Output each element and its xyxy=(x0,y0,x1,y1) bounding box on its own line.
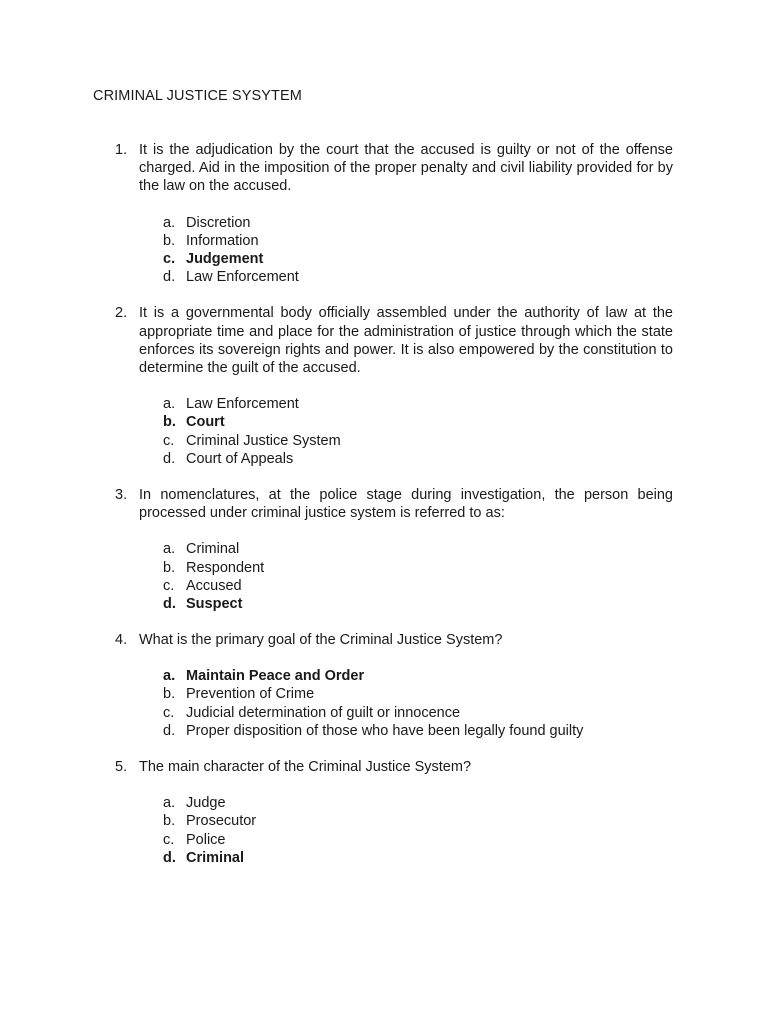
answer-option xyxy=(163,577,673,595)
answer-option xyxy=(163,722,673,740)
option-letter: c. xyxy=(163,577,175,594)
question-item xyxy=(115,486,673,613)
answer-option xyxy=(163,559,673,577)
option-letter: c. xyxy=(163,831,175,848)
option-letter: a. xyxy=(163,668,176,685)
answer-options xyxy=(139,667,673,740)
option-text: Judicial determination of guilt or innocence xyxy=(186,704,461,721)
question-text: In nomenclatures, at the police stage during investigation, the person being processed under criminal justice system is referred to as: xyxy=(139,486,673,522)
question-text: It is a governmental body officially assembled under the authority of law at the appropriate time and place for the administration of justice through which the state enforces its sovereign rights and power. It is also empowered by the constitution to determine the guilt of the accused. xyxy=(139,305,673,376)
option-letter: a. xyxy=(163,541,176,558)
answer-option xyxy=(163,268,673,286)
option-text: Judge xyxy=(186,795,226,812)
answer-option xyxy=(163,232,673,250)
question-item xyxy=(115,758,673,867)
answer-option-correct xyxy=(163,595,673,613)
answer-options xyxy=(139,794,673,867)
answer-option-correct xyxy=(163,849,673,867)
option-text: Judgement xyxy=(186,250,264,267)
option-text: Accused xyxy=(186,577,242,594)
answer-option xyxy=(163,395,673,413)
question-text: It is the adjudication by the court that the accused is guilty or not of the offense charged. Aid in the imposition of the proper penalty and civil liability provided for by the law on the accused. xyxy=(139,142,673,195)
option-text: Criminal xyxy=(186,849,245,866)
answer-option-correct xyxy=(163,413,673,431)
answer-options xyxy=(139,540,673,613)
option-letter: b. xyxy=(163,232,176,249)
answer-options xyxy=(139,214,673,287)
answer-option xyxy=(163,794,673,812)
option-text: Prevention of Crime xyxy=(186,686,315,703)
option-letter: d. xyxy=(163,595,176,612)
option-text: Court xyxy=(186,414,225,431)
option-letter: b. xyxy=(163,414,176,431)
option-text: Proper disposition of those who have been legally found guilty xyxy=(186,722,584,739)
question-item xyxy=(115,141,673,286)
question-text: The main character of the Criminal Justice System? xyxy=(139,759,472,776)
option-text: Criminal xyxy=(186,541,240,558)
question-item xyxy=(115,631,673,740)
option-letter: a. xyxy=(163,396,176,413)
option-letter: d. xyxy=(163,849,176,866)
option-text: Discretion xyxy=(186,214,251,231)
answer-options xyxy=(139,395,673,468)
question-number: 5. xyxy=(115,759,128,776)
question-number: 2. xyxy=(115,305,128,322)
answer-option xyxy=(163,831,673,849)
option-letter: d. xyxy=(163,450,176,467)
option-text: Law Enforcement xyxy=(186,396,299,413)
option-text: Police xyxy=(186,831,226,848)
option-text: Suspect xyxy=(186,595,243,612)
answer-option xyxy=(163,214,673,232)
answer-option xyxy=(163,812,673,830)
answer-option xyxy=(163,540,673,558)
option-letter: d. xyxy=(163,269,176,286)
answer-option-correct xyxy=(163,667,673,685)
option-letter: b. xyxy=(163,559,176,576)
option-letter: d. xyxy=(163,722,176,739)
answer-option xyxy=(163,450,673,468)
option-text: Respondent xyxy=(186,559,265,576)
option-letter: a. xyxy=(163,795,176,812)
answer-option xyxy=(163,432,673,450)
answer-option xyxy=(163,704,673,722)
option-text: Court of Appeals xyxy=(186,450,294,467)
option-text: Prosecutor xyxy=(186,813,257,830)
option-letter: b. xyxy=(163,686,176,703)
option-letter: a. xyxy=(163,214,176,231)
option-letter: c. xyxy=(163,432,175,449)
option-letter: c. xyxy=(163,250,176,267)
answer-option-correct xyxy=(163,250,673,268)
question-list xyxy=(93,141,673,867)
option-text: Maintain Peace and Order xyxy=(186,668,365,685)
question-number: 1. xyxy=(115,142,128,158)
option-text: Law Enforcement xyxy=(186,269,299,286)
option-letter: c. xyxy=(163,704,175,721)
option-text: Criminal Justice System xyxy=(186,432,341,449)
question-text: What is the primary goal of the Criminal Justice System? xyxy=(139,632,503,649)
option-letter: b. xyxy=(163,813,176,830)
document-title: CRIMINAL JUSTICE SYSYTEM xyxy=(93,88,302,104)
question-item xyxy=(115,304,673,468)
option-text: Information xyxy=(186,232,259,249)
answer-option xyxy=(163,685,673,703)
question-number: 3. xyxy=(115,486,128,503)
question-number: 4. xyxy=(115,632,128,649)
